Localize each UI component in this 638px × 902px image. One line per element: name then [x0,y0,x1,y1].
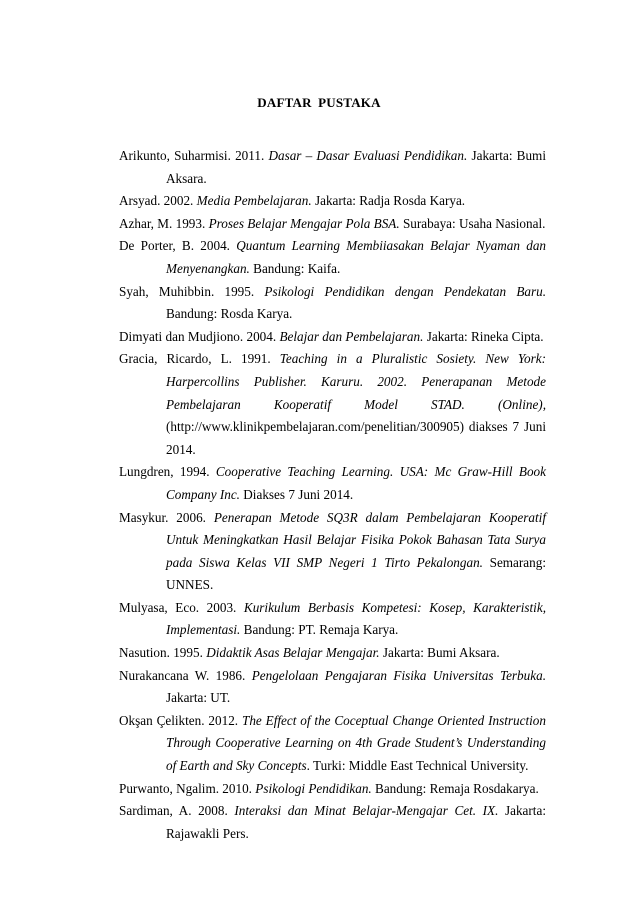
reference-text: Jakarta: Bumi Aksara. [379,645,500,661]
reference-text: Dimyati dan Mudjiono. 2004. [119,328,280,344]
reference-title: Pengelolaan Pengajaran Fisika Universitas Terbuka. [251,667,546,683]
reference-title: Psikologi Pendidikan. [255,780,372,796]
reference-entry [119,642,546,665]
reference-entry [119,710,546,778]
reference-entry [119,665,546,710]
reference-entry [119,145,546,190]
reference-entry [119,507,546,597]
reference-title: Psikologi Pendidikan dengan Pendekatan Baru. [264,283,546,299]
reference-text: Surabaya: Usaha Nasional. [399,215,546,231]
reference-entry [119,326,546,349]
reference-entry [119,348,546,461]
reference-title: Proses Belajar Mengajar Pola BSA. [208,215,400,231]
reference-text: Nasution. 1995. [119,645,207,661]
reference-entry [119,597,546,642]
reference-text: Arikunto, Suharmisi. 2011. [119,148,269,163]
reference-text: Bandung: PT. Remaja Karya. [240,622,399,638]
reference-title: Didaktik Asas Belajar Mengajar. [206,645,380,661]
reference-entry [119,461,546,506]
reference-text: Arsyad. 2002. [119,193,197,209]
page-title: DAFTAR PUSTAKA [257,95,381,110]
reference-text: Purwanto, Ngalim. 2010. [119,780,256,796]
reference-entry [119,281,546,326]
reference-text: Okşan Çelikten. 2012. [119,712,242,728]
reference-entry [119,800,546,845]
reference-text: De Porter, B. 2004. [119,238,237,254]
reference-text: . Turki: Middle East Technical University. [306,758,529,774]
reference-text: Mulyasa, Eco. 2003. [119,599,244,615]
reference-text: Jakarta: Rineka Cipta. [423,328,544,344]
reference-title: Teaching in a Pluralistic Sosiety. New York: Harpercollins Publisher. Karuru. 2002. Penerapanan Metode Pembelajaran Kooperatif Model STAD. (Online), [166,351,546,412]
reference-title: Penerapan Metode SQ3R dalam Pembelajaran Kooperatif Untuk Meningkatkan Hasil Belajar Fisika Pokok Bahasan Tata Surya pada Siswa Kelas VII SMP Negeri 1 Tirto Pekalongan. [166,509,547,570]
reference-text: Semarang: UNNES. [166,554,547,593]
reference-text: Bandung: Rosda Karya. [166,306,293,322]
reference-text: Lungdren, 1994. [119,464,216,480]
reference-text: Syah, Muhibbin. 1995. [119,283,265,299]
reference-text: Masykur. 2006. [119,509,214,525]
reference-text: Bandung: Remaja Rosdakarya. [371,780,539,796]
reference-text: Sardiman, A. 2008. [119,803,235,819]
reference-text: Jakarta: Rajawakli Pers. [166,803,546,841]
reference-text: Jakarta: UT. [166,690,231,706]
reference-title: Dasar – Dasar Evaluasi Pendidikan. [268,148,468,163]
reference-text: Azhar, M. 1993. [119,215,209,231]
reference-title: Media Pembelajaran. [196,193,312,209]
reference-entry [119,213,546,236]
reference-title: Interaksi dan Minat Belajar-Mengajar Cet. IX. [234,803,499,819]
reference-text: (http://www.klinikpembelajaran.com/penelitian/300905) diakses 7 Juni 2014. [166,419,546,457]
reference-text: Jakarta: Bumi Aksara. [166,148,546,186]
reference-title: Belajar dan Pembelajaran. [279,328,424,344]
reference-text: Nurakancana W. 1986. [119,667,252,683]
reference-text: Jakarta: Radja Rosda Karya. [311,193,466,209]
reference-text: Bandung: Kaifa. [249,260,341,276]
reference-title: Quantum Learning Membiiasakan Belajar Nyaman dan Menyenangkan. [166,238,547,276]
reference-entry [119,235,546,280]
reference-entry [119,190,546,213]
reference-text: Gracia, Ricardo, L. 1991. [119,351,280,367]
reference-title: The Effect of the Coceptual Change Oriented Instruction Through Cooperative Learning on 4th Grade Student’s Understanding of Earth and Sky Concepts [166,712,546,774]
reference-title: Cooperative Teaching Learning. USA: Mc Graw-Hill Book Company Inc. [166,464,546,502]
reference-title: Kurikulum Berbasis Kompetesi: Kosep, Karakteristik, Implementasi. [166,599,546,638]
reference-list [119,145,546,845]
reference-text: Diakses 7 Juni 2014. [239,486,354,502]
reference-entry [119,778,546,801]
